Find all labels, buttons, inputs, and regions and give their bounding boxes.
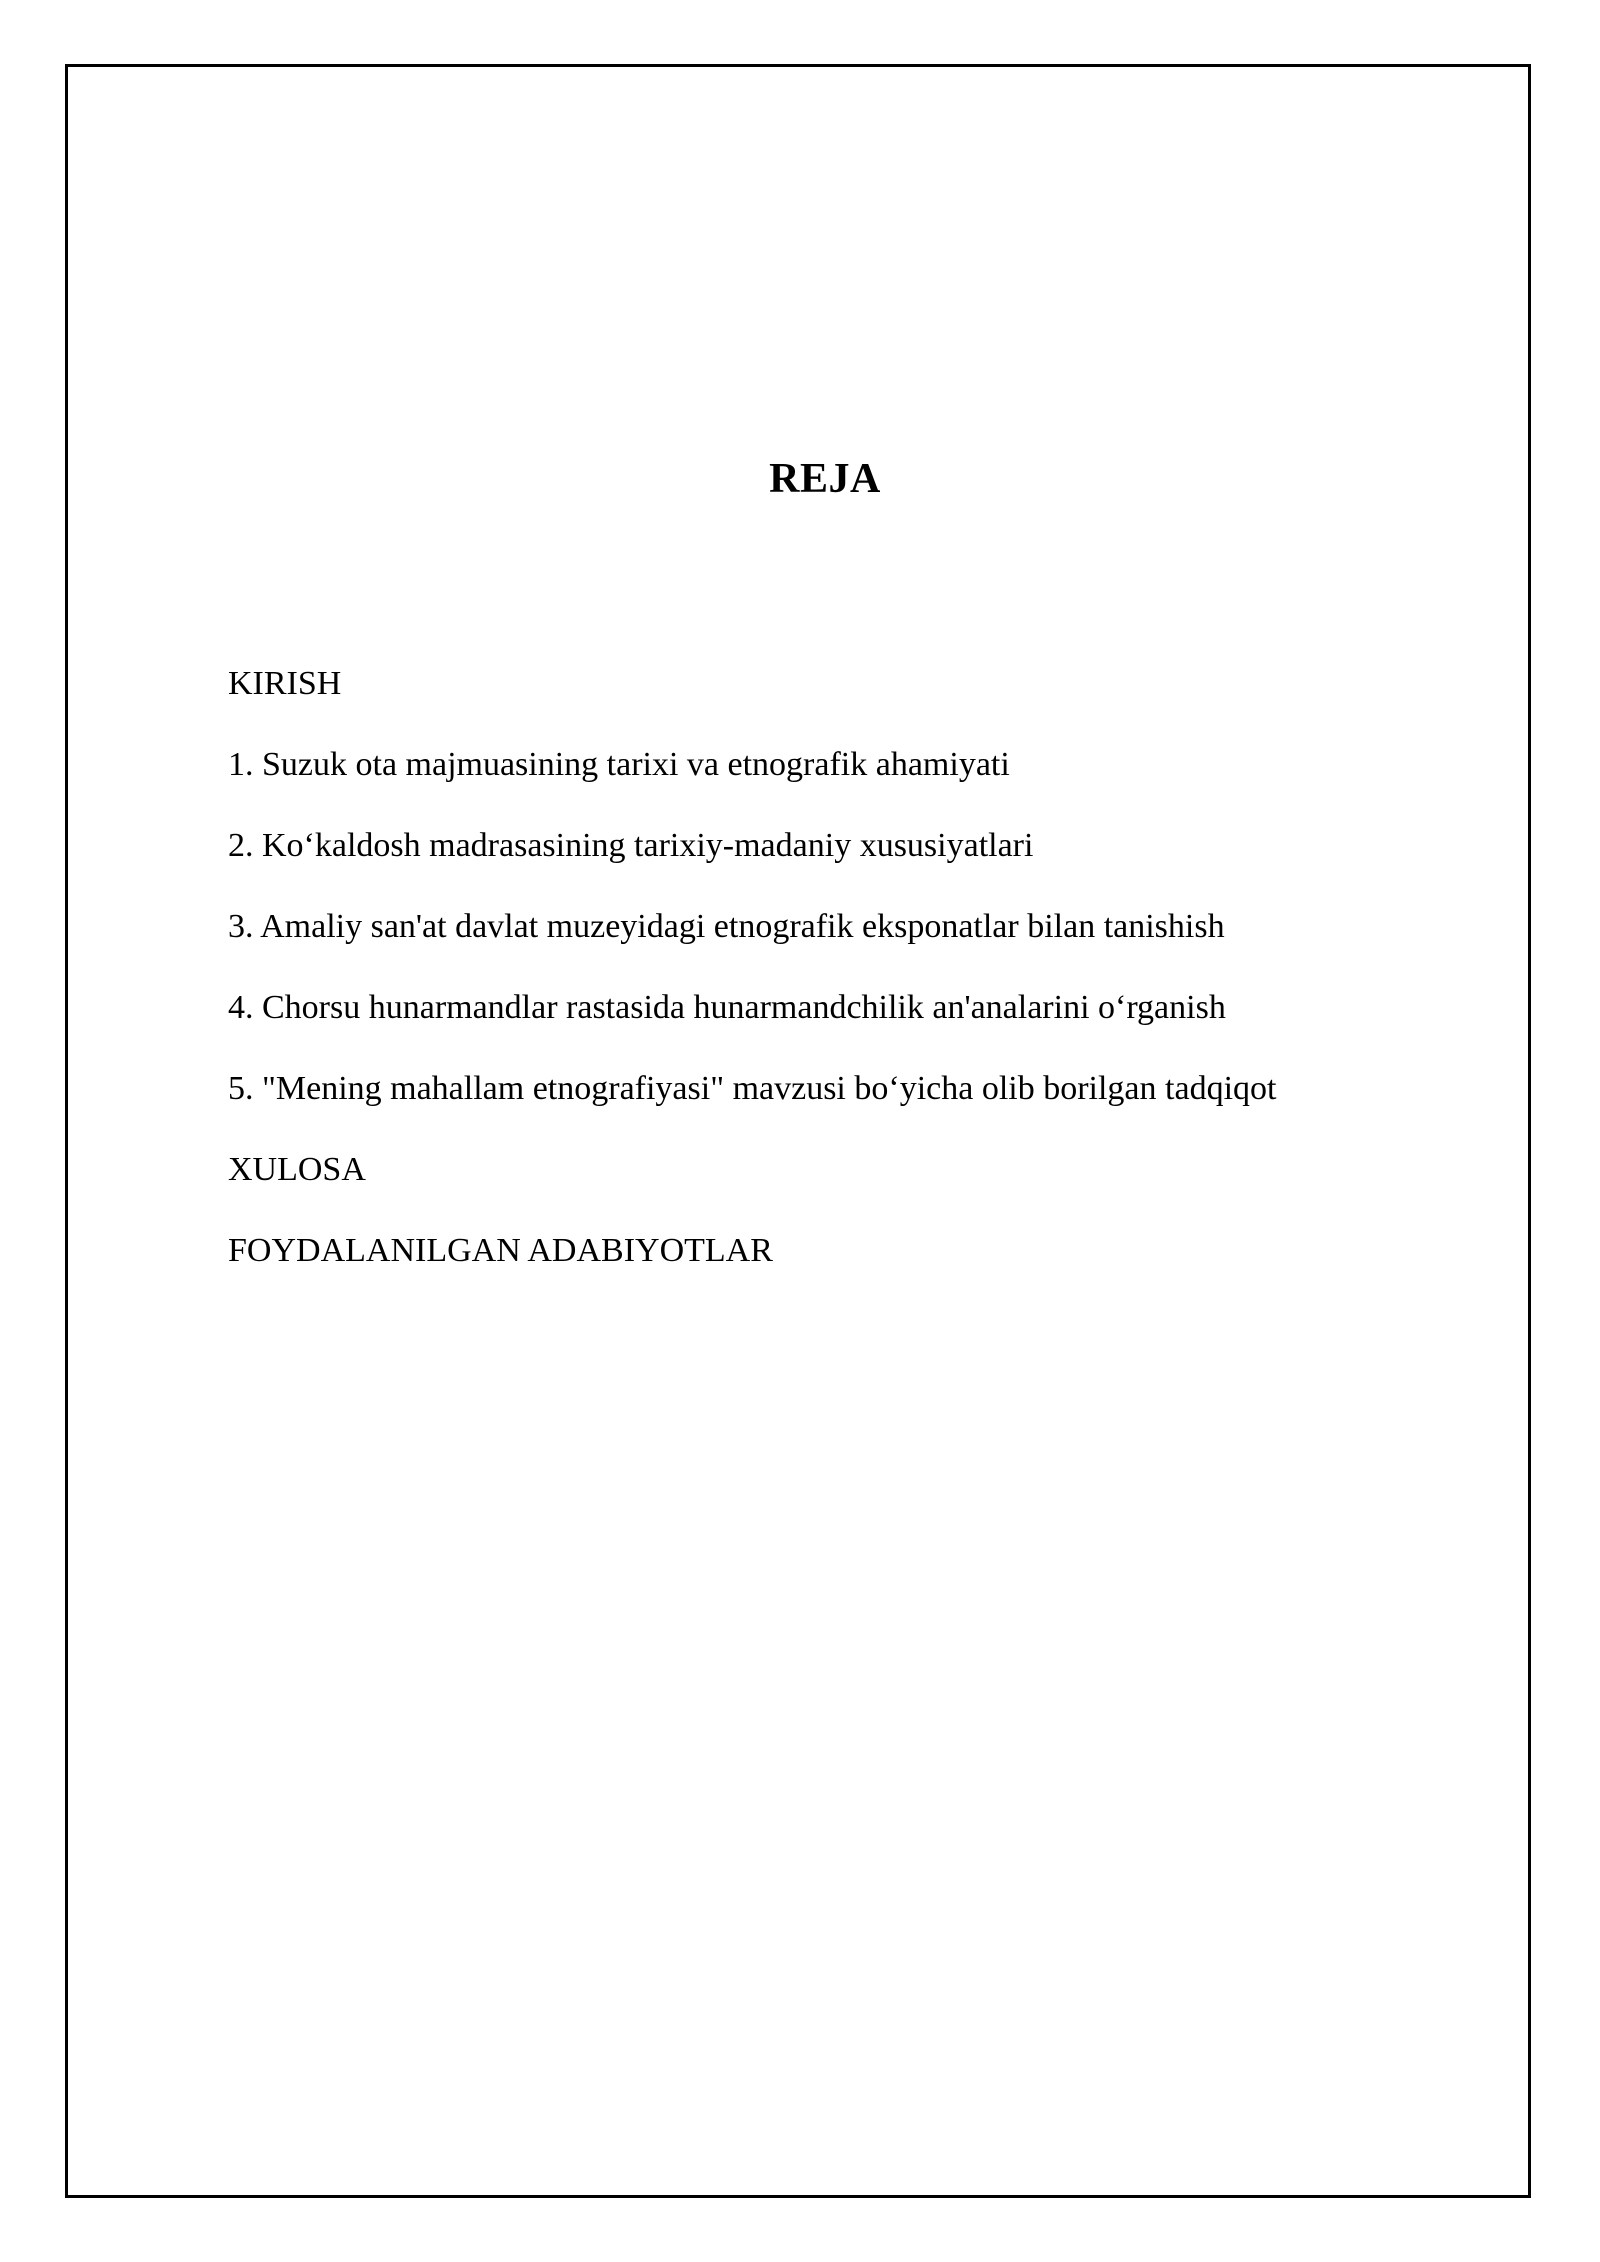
toc-item-3: 3. Amaliy san'at davlat muzeyidagi etnografik eksponatlar bilan tanishish [228, 908, 1225, 945]
table-of-contents [228, 643, 1276, 1291]
toc-item-conclusion: XULOSA [228, 1151, 366, 1188]
toc-item-1: 1. Suzuk ota majmuasining tarixi va etnografik ahamiyati [228, 746, 1010, 783]
toc-item-introduction: KIRISH [228, 665, 342, 702]
toc-item-5: 5. "Mening mahallam etnografiyasi" mavzusi bo‘yicha olib borilgan tadqiqot [228, 1070, 1277, 1107]
page-title: REJA [769, 456, 881, 502]
toc-item-2: 2. Ko‘kaldosh madrasasining tarixiy-madaniy xususiyatlari [228, 827, 1034, 864]
toc-item-4: 4. Chorsu hunarmandlar rastasida hunarmandchilik an'analarini o‘rganish [228, 989, 1226, 1026]
toc-item-references: FOYDALANILGAN ADABIYOTLAR [228, 1232, 773, 1269]
